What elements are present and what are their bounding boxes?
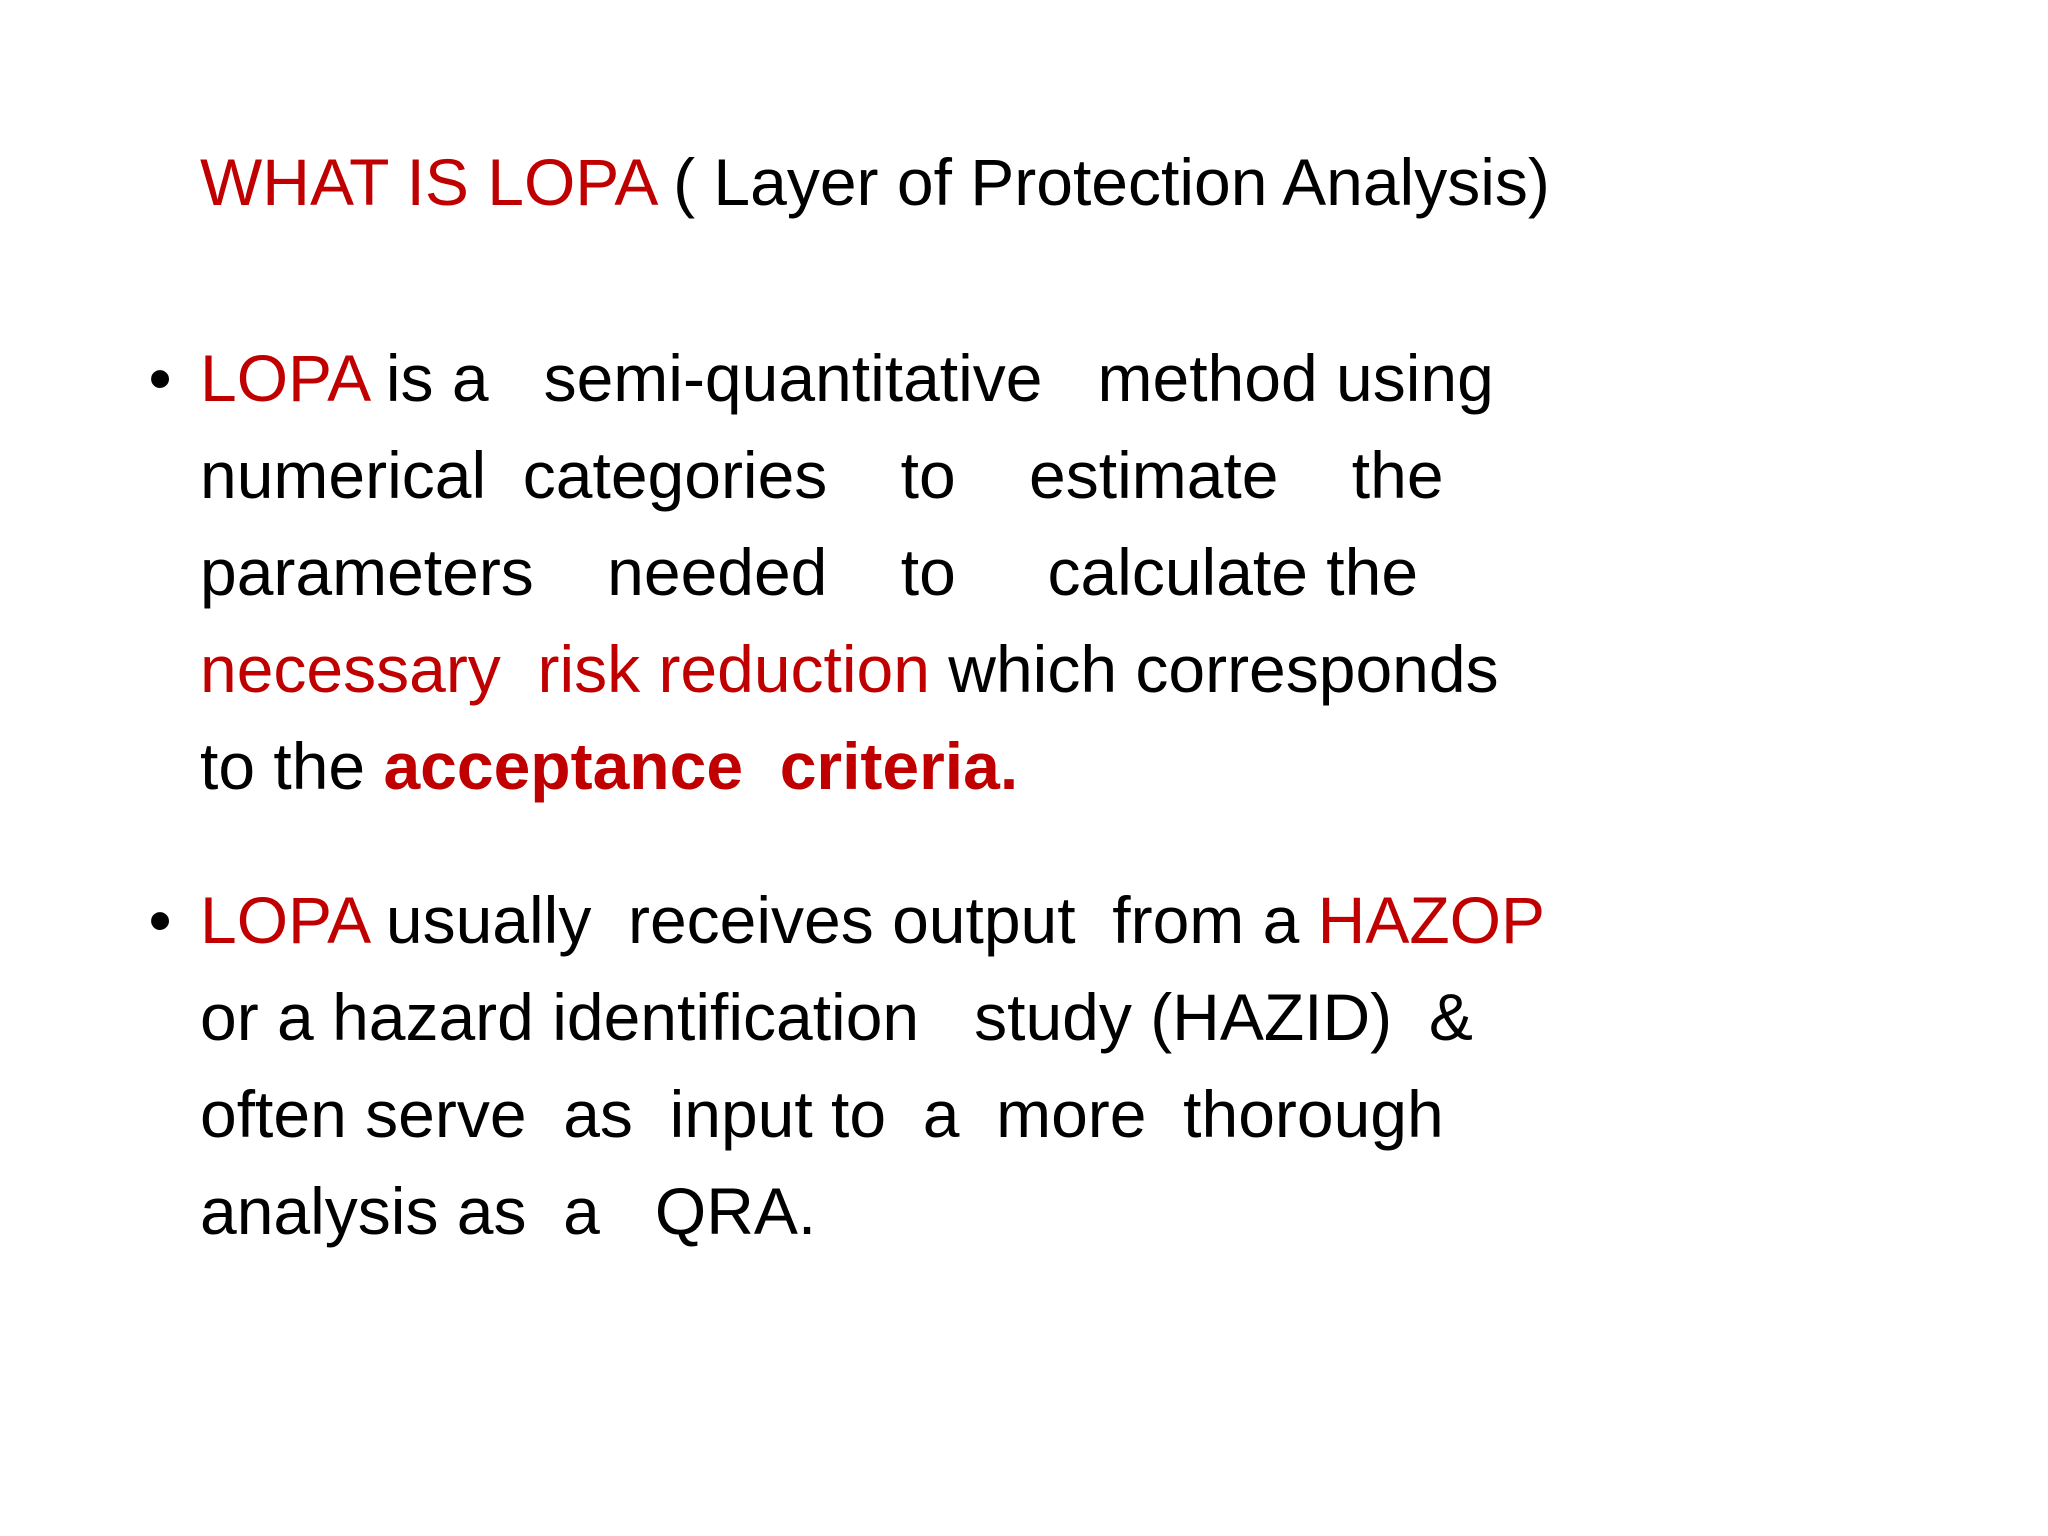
text-run: analysis as a QRA. xyxy=(200,1174,817,1248)
text-run: is a semi-quantitative method using xyxy=(367,341,1494,415)
text-run: numerical categories to estimate the xyxy=(200,438,1444,512)
text-run: acceptance criteria. xyxy=(383,729,1019,803)
slide-title xyxy=(200,140,1840,224)
text-run: parameters needed to calculate the xyxy=(200,535,1419,609)
text-run: usually receives output from a xyxy=(367,883,1318,957)
bullet-dot-icon: • xyxy=(148,341,172,415)
bullet-line xyxy=(200,524,1650,621)
bullet-line xyxy=(200,969,1650,1066)
bullet-line xyxy=(200,1066,1650,1163)
bullet-item xyxy=(148,872,1650,1260)
bullet-line xyxy=(200,718,1650,815)
title-highlight: WHAT IS LOPA xyxy=(200,145,655,219)
text-run: necessary risk reduction xyxy=(200,632,930,706)
text-run: HAZOP xyxy=(1317,883,1546,957)
bullet-line xyxy=(200,330,1650,427)
bullet-item xyxy=(148,330,1650,815)
text-run: to the xyxy=(200,729,384,803)
bullet-line xyxy=(200,427,1650,524)
title-rest: ( Layer of Protection Analysis) xyxy=(654,145,1550,219)
bullet-line xyxy=(200,872,1650,969)
text-run: often serve as input to a more thorough xyxy=(200,1077,1444,1151)
text-run: LOPA xyxy=(200,341,368,415)
bullet-dot-icon: • xyxy=(148,883,172,957)
bullet-line xyxy=(200,1163,1650,1260)
text-run: LOPA xyxy=(200,883,368,957)
text-run: which corresponds xyxy=(929,632,1499,706)
bullet-line xyxy=(200,621,1650,718)
text-run: or a hazard identification study (HAZID) & xyxy=(200,980,1473,1054)
